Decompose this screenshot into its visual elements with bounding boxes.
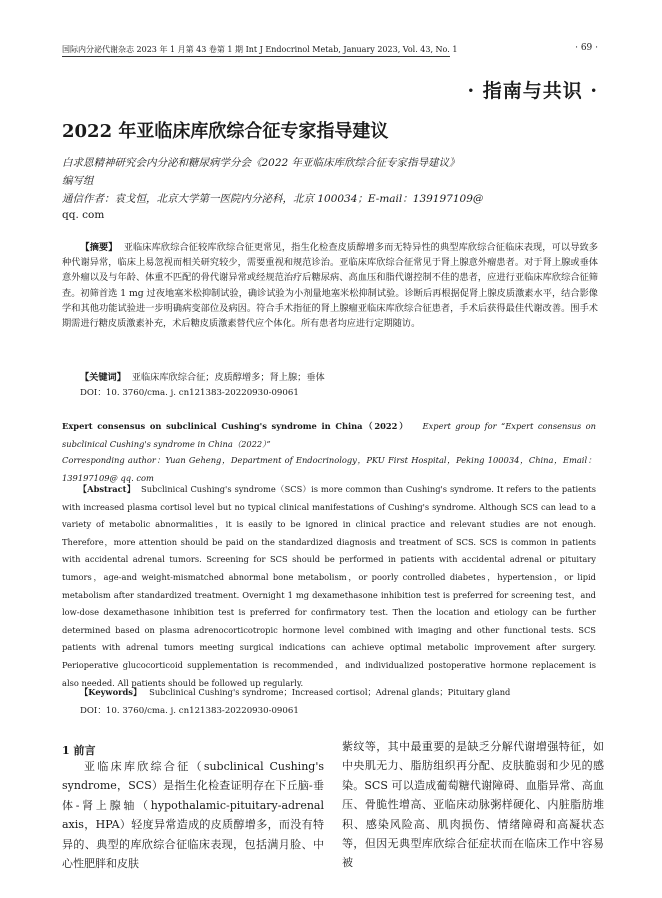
intro-heading: 1 前言 (62, 744, 96, 757)
keywords-en-label: 【Keywords】 (80, 687, 142, 697)
keywords-en (80, 686, 510, 698)
abstract-en (62, 481, 596, 692)
keywords-cn-text: 亚临床库欣综合征；皮质醇增多；肾上腺；垂体 (131, 372, 325, 383)
en-group: Expert group for “Expert consensus on subclinical Cushing's syndrome in China（2022）” (62, 421, 596, 449)
page-number: · 69 · (575, 43, 598, 53)
intro-left-column: 亚临床库欣综合征（subclinical Cushing's syndrome，SCS）是指生化检查证明存在下丘脑-垂体-肾上腺轴（hypothalamic-pituitary-adrenal axis，HPA）轻度异常造成的皮质醇增多，而没有特异的、典型的库欣综合征临床表现，包括满月脸、中心性肥胖和皮肤 (62, 760, 324, 871)
corresponding-author-line1: 通信作者：袁戈恒，北京大学第一医院内分泌科，北京 100034；E-mail：139197109@ (62, 193, 484, 205)
keywords-cn-label: 【关键词】 (80, 372, 126, 383)
running-head: 国际内分泌代谢杂志 2023 年 1 月第 43 卷第 1 期 Int J Endocrinol Metab, January 2023, Vol. 43, No. 1 (62, 45, 458, 54)
paper-title: 2022 年亚临床库欣综合征专家指导建议 (62, 121, 389, 142)
header-rule (62, 56, 450, 57)
keywords-en-text: Subclinical Cushing's syndrome；Increased cortisol；Adrenal glands；Pituitary gland (149, 687, 511, 697)
doi-cn: DOI：10. 3760/cma. j. cn121383-20220930-09061 (80, 388, 299, 398)
abstract-cn-text: 亚临床库欣综合征较库欣综合征更常见，指生化检查皮质醇增多而无特异性的典型库欣综合征临床表现，可以导致多种代谢异常，临床上易忽视而相关研究较少，需要重视和规范诊治。亚临床库欣综合征常见于肾上腺意外瘤患者。对于肾上腺或垂体意外瘤以及与年龄、体重不匹配的骨代谢异常或经规范治疗后糖尿病、高血压和脂代谢控制不佳的患者，应进行亚临床库欣综合征筛查。初筛首选 1 mg 过夜地塞米松抑制试验，确诊试验为小剂量地塞米松抑制试验。诊断后再根据促肾上腺皮质激素水平，结合影像学和其他功能试验进一步明确病变部位及病因。符合手术指征的肾上腺瘤亚临床库欣综合征患者，手术后获得最佳代谢改善。围手术期需进行糖皮质激素补充，术后糖皮质激素替代应个体化。所有患者均应进行定期随访。 (62, 242, 599, 330)
keywords-cn (80, 369, 325, 383)
author-group-line1: 白求恩精神研究会内分泌和糖尿病学分会《2022 年亚临床库欣综合征专家指导建议》 (62, 157, 460, 169)
en-title: Expert consensus on subclinical Cushing's syndrome in China（2022） (62, 421, 410, 431)
section-label: · 指南与共识 · (467, 80, 598, 102)
abstract-cn (62, 240, 598, 331)
en-header (62, 417, 596, 453)
intro-right-column: 紫纹等，其中最重要的是缺乏分解代谢增强特征，如中央肌无力、脂肪组织再分配、皮肤脆弱和少见的感染。SCS 可以造成葡萄糖代谢障碍、血脂异常、高血压、骨脆性增高、亚临床动脉粥样硬化、内脏脂肪堆积、感染风险高、肌肉损伤、情绪障碍和高凝状态等，但因无典型库欣综合征症状而在临床工作中容易被 (342, 740, 604, 870)
abstract-en-label: 【Abstract】 (78, 484, 136, 494)
corresponding-author-line2: qq. com (62, 209, 105, 221)
en-corresponding: Corresponding author：Yuan Geheng，Department of Endocrinology，PKU First Hospital，Peking 100034，China，Email：139197109@ qq. com (62, 455, 596, 483)
doi-en: DOI：10. 3760/cma. j. cn121383-20220930-09061 (80, 706, 299, 716)
abstract-en-text: Subclinical Cushing's syndrome（SCS）is more common than Cushing's syndrome. It refers to the patients with increased plasma cortisol level but no typical clinical manifestations of Cushing's syndrome. Although SCS can lead to a variety of metabolic abnormalities，it is easily to be ignored in clinical practice and relevant studies are not enough. Therefore，more attention should be paid on the standardized diagnosis and treatment of SCS. SCS is common in patients with accidental adrenal tumors. Screening for SCS should be performed in patients with accidental adrenal or pituitary tumors，age-and weight-mismatched abnormal bone metabolism，or poorly controlled diabetes，hypertension，or lipid metabolism after standardized treatment. Overnight 1 mg dexamethasone inhibition test is preferred for screening test，and low-dose dexamethasone inhibition test is preferred for confirmatory test. Then the location and etiology can be further determined based on plasma adrenocorticotropic hormone level combined with imaging and other functional tests. SCS patients with adrenal tumors meeting surgical indications can achieve optimal metabolic improvement after surgery. Perioperative glucocorticoid supplementation is recommended，and individualized postoperative hormone replacement is also needed. All patients should be followed up regularly. (62, 484, 597, 688)
author-group-line2: 编写组 (62, 175, 94, 187)
abstract-cn-label: 【摘要】 (80, 242, 118, 253)
